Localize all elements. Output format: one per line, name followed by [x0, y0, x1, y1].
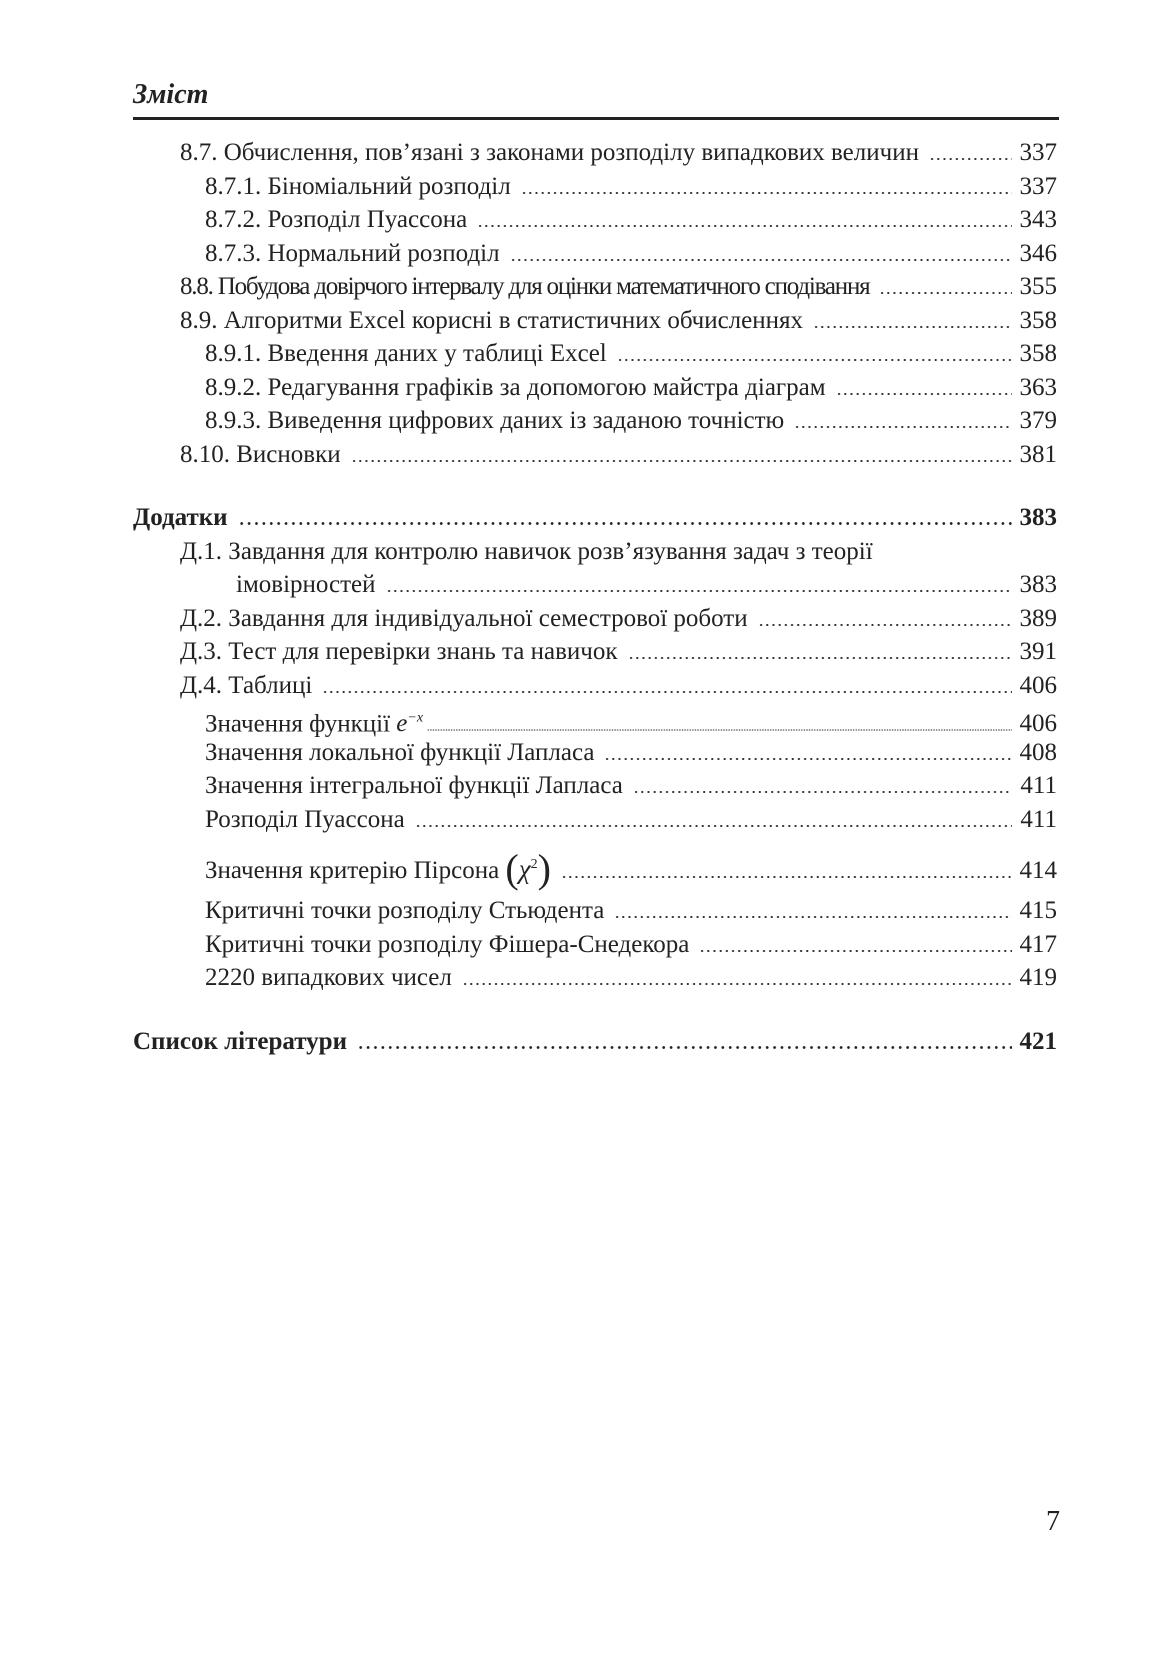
toc-page-number: 379	[1019, 407, 1057, 434]
toc-entry-label: Д.3. Тест для перевірки знань та навичок	[180, 638, 618, 665]
toc-entry-8-9-1[interactable]	[133, 337, 1057, 371]
dot-leader	[521, 192, 1012, 194]
toc-page-number: 421	[1019, 1027, 1057, 1055]
dot-leader	[561, 876, 1012, 878]
toc-entry-label: 8.7. Обчислення, пов’язані з законами розподілу випадкових величин	[180, 139, 919, 166]
formula-base: χ	[518, 854, 531, 884]
toc-page-number: 381	[1019, 440, 1057, 468]
dot-leader	[510, 259, 1012, 261]
toc-page-number: 337	[1019, 139, 1057, 166]
toc-entry-8-7[interactable]	[133, 136, 1057, 170]
toc-entry-label: імовірностей	[236, 571, 376, 598]
toc-entry-label: Д.1. Завдання для контролю навичок розв’язування задач з теорії	[180, 537, 873, 565]
toc-entry-table-fisher[interactable]	[133, 928, 1057, 962]
dot-leader	[758, 624, 1012, 626]
toc-entry-label	[205, 836, 551, 900]
header-rule	[133, 117, 1059, 120]
dot-leader	[813, 326, 1011, 328]
toc-entry-table-laplace-local[interactable]	[133, 736, 1057, 770]
toc-entry-label: Критичні точки розподілу Фішера-Снедекора	[205, 930, 690, 958]
toc-page-number: 411	[1020, 772, 1057, 799]
toc-entry-label: Розподіл Пуассона	[205, 805, 405, 833]
toc-entry-label: 8.8. Побудова довірчого інтервалу для оцінки математичного сподівання	[180, 273, 870, 300]
toc-entry-appendices[interactable]	[133, 501, 1057, 535]
dot-leader	[699, 950, 1011, 952]
dot-leader	[794, 426, 1011, 428]
toc-entry-table-poisson[interactable]	[133, 803, 1057, 837]
toc-page-number: 406	[1019, 671, 1057, 699]
toc-entry-label: 8.10. Висновки	[180, 440, 341, 468]
toc-entry-label: Значення інтегральної функції Лапласа	[205, 772, 623, 799]
toc-entry-8-10[interactable]	[133, 438, 1057, 472]
dot-leader	[614, 916, 1011, 918]
toc-entry-label: 2220 випадкових чисел	[205, 964, 452, 991]
formula-close-paren: )	[537, 846, 551, 891]
toc-page-number: 358	[1019, 340, 1057, 367]
dot-leader	[415, 825, 1013, 827]
toc-entry-d3[interactable]	[133, 635, 1057, 669]
toc-entry-8-7-2[interactable]	[133, 203, 1057, 237]
toc-entry-table-pearson[interactable]	[133, 836, 1057, 894]
dot-leader	[617, 359, 1012, 361]
toc-entry-label: Критичні точки розподілу Стьюдента	[205, 897, 605, 924]
toc-page-number: 383	[1019, 504, 1057, 531]
section-gap	[133, 995, 1057, 1025]
toc-page-number: 337	[1019, 172, 1057, 200]
dot-leader	[238, 522, 1012, 525]
toc-entry-8-7-1[interactable]	[133, 170, 1057, 204]
toc-entry-table-exp[interactable]	[133, 702, 1057, 736]
formula-e-power	[396, 710, 423, 737]
toc-entry-label: Додатки	[133, 504, 228, 531]
running-header: Зміст	[133, 79, 209, 110]
toc-entry-8-9-2[interactable]	[133, 371, 1057, 405]
toc-page-number: 391	[1019, 638, 1057, 665]
toc-page-number: 389	[1019, 604, 1057, 632]
dot-leader	[836, 393, 1012, 395]
formula-open-paren: (	[505, 846, 519, 891]
toc-entry-label-text: Значення критерію Пірсона	[205, 857, 500, 884]
toc-entry-8-9[interactable]	[133, 304, 1057, 338]
toc-entry-references[interactable]	[133, 1025, 1057, 1059]
toc-entry-label: 8.9.3. Виведення цифрових даних із заданою точністю	[205, 407, 785, 434]
toc-entry-label: 8.9.2. Редагування графіків за допомогою майстра діаграм	[205, 373, 826, 401]
toc-page-number: 411	[1020, 805, 1057, 833]
toc-page-number: 346	[1019, 239, 1057, 267]
formula-base: e	[396, 710, 408, 738]
dot-leader	[322, 691, 1011, 693]
toc-entry-8-7-3[interactable]	[133, 237, 1057, 271]
dot-leader	[462, 983, 1012, 985]
toc-entry-label: 8.9. Алгоритми Excel корисні в статистичних обчисленнях	[180, 306, 804, 334]
toc-entry-label: 8.7.1. Біноміальний розподіл	[205, 172, 511, 200]
toc-page-number: 408	[1019, 738, 1057, 766]
toc-entry-8-9-3[interactable]	[133, 404, 1057, 438]
toc-page-number: 417	[1019, 930, 1057, 958]
section-gap	[133, 471, 1057, 501]
toc-entry-label-text: Значення функції	[205, 710, 391, 738]
toc-entry-d1-continuation[interactable]	[133, 568, 1057, 602]
formula-exponent: −x	[407, 711, 424, 726]
toc-entry-label: 8.7.3. Нормальний розподіл	[205, 239, 500, 267]
dot-leader	[477, 225, 1011, 227]
toc-entry-table-laplace-integral[interactable]	[133, 769, 1057, 803]
toc-entry-table-random[interactable]	[133, 961, 1057, 995]
toc-entry-d1[interactable]	[133, 535, 1057, 569]
toc-entry-label: Д.4. Таблиці	[180, 671, 313, 699]
toc-entry-label: Список літератури	[133, 1027, 347, 1055]
dot-leader	[604, 758, 1011, 760]
dot-leader	[351, 460, 1012, 462]
dot-leader	[427, 729, 1011, 731]
toc-page-number: 406	[1019, 710, 1057, 738]
toc-entry-8-8[interactable]	[133, 270, 1057, 304]
dot-leader	[357, 1046, 1012, 1049]
toc-entry-d2[interactable]	[133, 602, 1057, 636]
toc-entry-label: Д.2. Завдання для індивідуальної семестрової роботи	[180, 604, 748, 632]
toc-page-number: 355	[1019, 273, 1057, 300]
formula-exponent: 2	[530, 857, 538, 872]
toc-page-number: 383	[1019, 571, 1057, 598]
toc-entry-label: Значення локальної функції Лапласа	[205, 738, 595, 766]
toc-page-number: 415	[1019, 897, 1057, 924]
toc-page-number: 363	[1019, 373, 1057, 401]
toc-entry-d4[interactable]	[133, 669, 1057, 703]
toc-entry-label: 8.7.2. Розподіл Пуассона	[205, 206, 468, 233]
page-number: 7	[1046, 1506, 1060, 1537]
toc-entry-label: 8.9.1. Введення даних у таблиці Excel	[205, 340, 607, 367]
table-of-contents	[133, 136, 1057, 1058]
dot-leader	[633, 791, 1013, 793]
toc-page-number: 358	[1019, 306, 1057, 334]
formula-chi-square	[505, 846, 551, 891]
dot-leader	[929, 158, 1012, 160]
toc-page-number: 343	[1019, 206, 1057, 233]
dot-leader	[879, 292, 1011, 294]
dot-leader	[628, 657, 1012, 659]
toc-entry-table-student[interactable]	[133, 894, 1057, 928]
toc-page-number: 414	[1019, 857, 1057, 884]
toc-page-number: 419	[1019, 964, 1057, 991]
dot-leader	[386, 590, 1012, 592]
